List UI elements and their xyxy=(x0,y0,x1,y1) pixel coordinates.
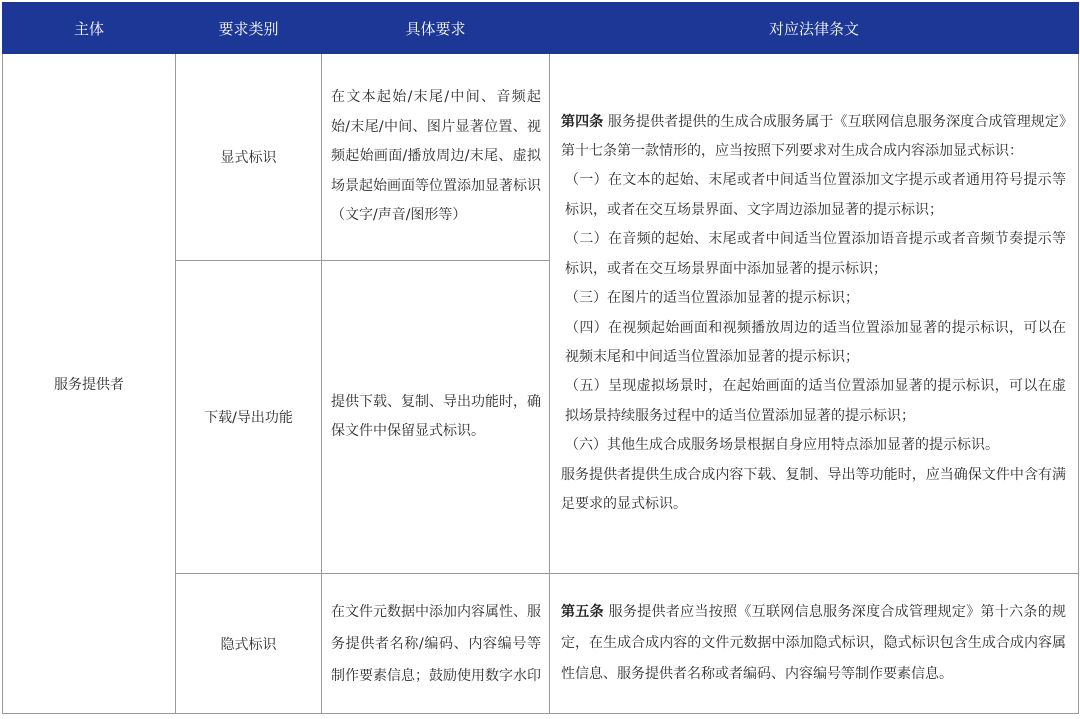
header-requirement: 具体要求 xyxy=(322,3,550,54)
law-article-5-cell xyxy=(550,574,1079,714)
table-row xyxy=(3,54,1079,261)
header-subject: 主体 xyxy=(3,3,176,54)
article-number: 第五条 xyxy=(561,604,604,620)
law-closing: 服务提供者提供生成合成内容下载、复制、导出等功能时，应当确保文件中含有满足要求的显式标识。 xyxy=(561,466,1066,512)
requirements-table xyxy=(2,2,1079,714)
requirement-cell: 在文件元数据中添加内容属性、服务提供者名称/编码、内容编号等制作要素信息；鼓励使用数字水印 xyxy=(322,574,550,714)
law-item: （四）在视频起始画面和视频播放周边的适当位置添加显著的提示标识，可以在视频末尾和中间适当位置添加显著的提示标识； xyxy=(565,319,1066,365)
subject-cell: 服务提供者 xyxy=(3,54,176,714)
table-header-row xyxy=(3,3,1079,54)
law-item: （一）在文本的起始、末尾或者中间适当位置添加文字提示或者通用符号提示等标识，或者在交互场景界面、文字周边添加显著的提示标识； xyxy=(565,172,1066,218)
category-cell: 隐式标识 xyxy=(176,574,322,714)
header-law: 对应法律条文 xyxy=(550,3,1079,54)
header-category: 要求类别 xyxy=(176,3,322,54)
article-intro: 服务提供者提供的生成合成服务属于《互联网信息服务深度合成管理规定》第十七条第一款情形的，应当按照下列要求对生成合成内容添加显式标识： xyxy=(561,113,1066,160)
category-cell: 下载/导出功能 xyxy=(176,261,322,574)
category-cell: 显式标识 xyxy=(176,54,322,261)
law-item: （五）呈现虚拟场景时，在起始画面的适当位置添加显著的提示标识，可以在虚拟场景持续服务过程中的适当位置添加显著的提示标识； xyxy=(565,378,1066,424)
requirement-cell: 在文本起始/末尾/中间、音频起始/末尾/中间、图片显著位置、视频起始画面/播放周边/末尾、虚拟场景起始画面等位置添加显著标识（文字/声音/图形等） xyxy=(322,54,550,261)
law-item: （三）在图片的适当位置添加显著的提示标识； xyxy=(565,290,859,307)
requirement-cell: 提供下载、复制、导出功能时，确保文件中保留显式标识。 xyxy=(322,261,550,574)
law-item: （六）其他生成合成服务场景根据自身应用特点添加显著的提示标识。 xyxy=(565,437,999,454)
law-article-4-cell xyxy=(550,54,1079,574)
article-text: 服务提供者应当按照《互联网信息服务深度合成管理规定》第十六条的规定，在生成合成内容的文件元数据中添加隐式标识，隐式标识包含生成合成内容属性信息、服务提供者名称或者编码、内容编号等制作要素信息。 xyxy=(561,604,1066,682)
law-item: （二）在音频的起始、末尾或者中间适当位置添加语音提示或者音频节奏提示等标识，或者在交互场景界面中添加显著的提示标识； xyxy=(565,231,1066,277)
article-number: 第四条 xyxy=(561,113,604,130)
